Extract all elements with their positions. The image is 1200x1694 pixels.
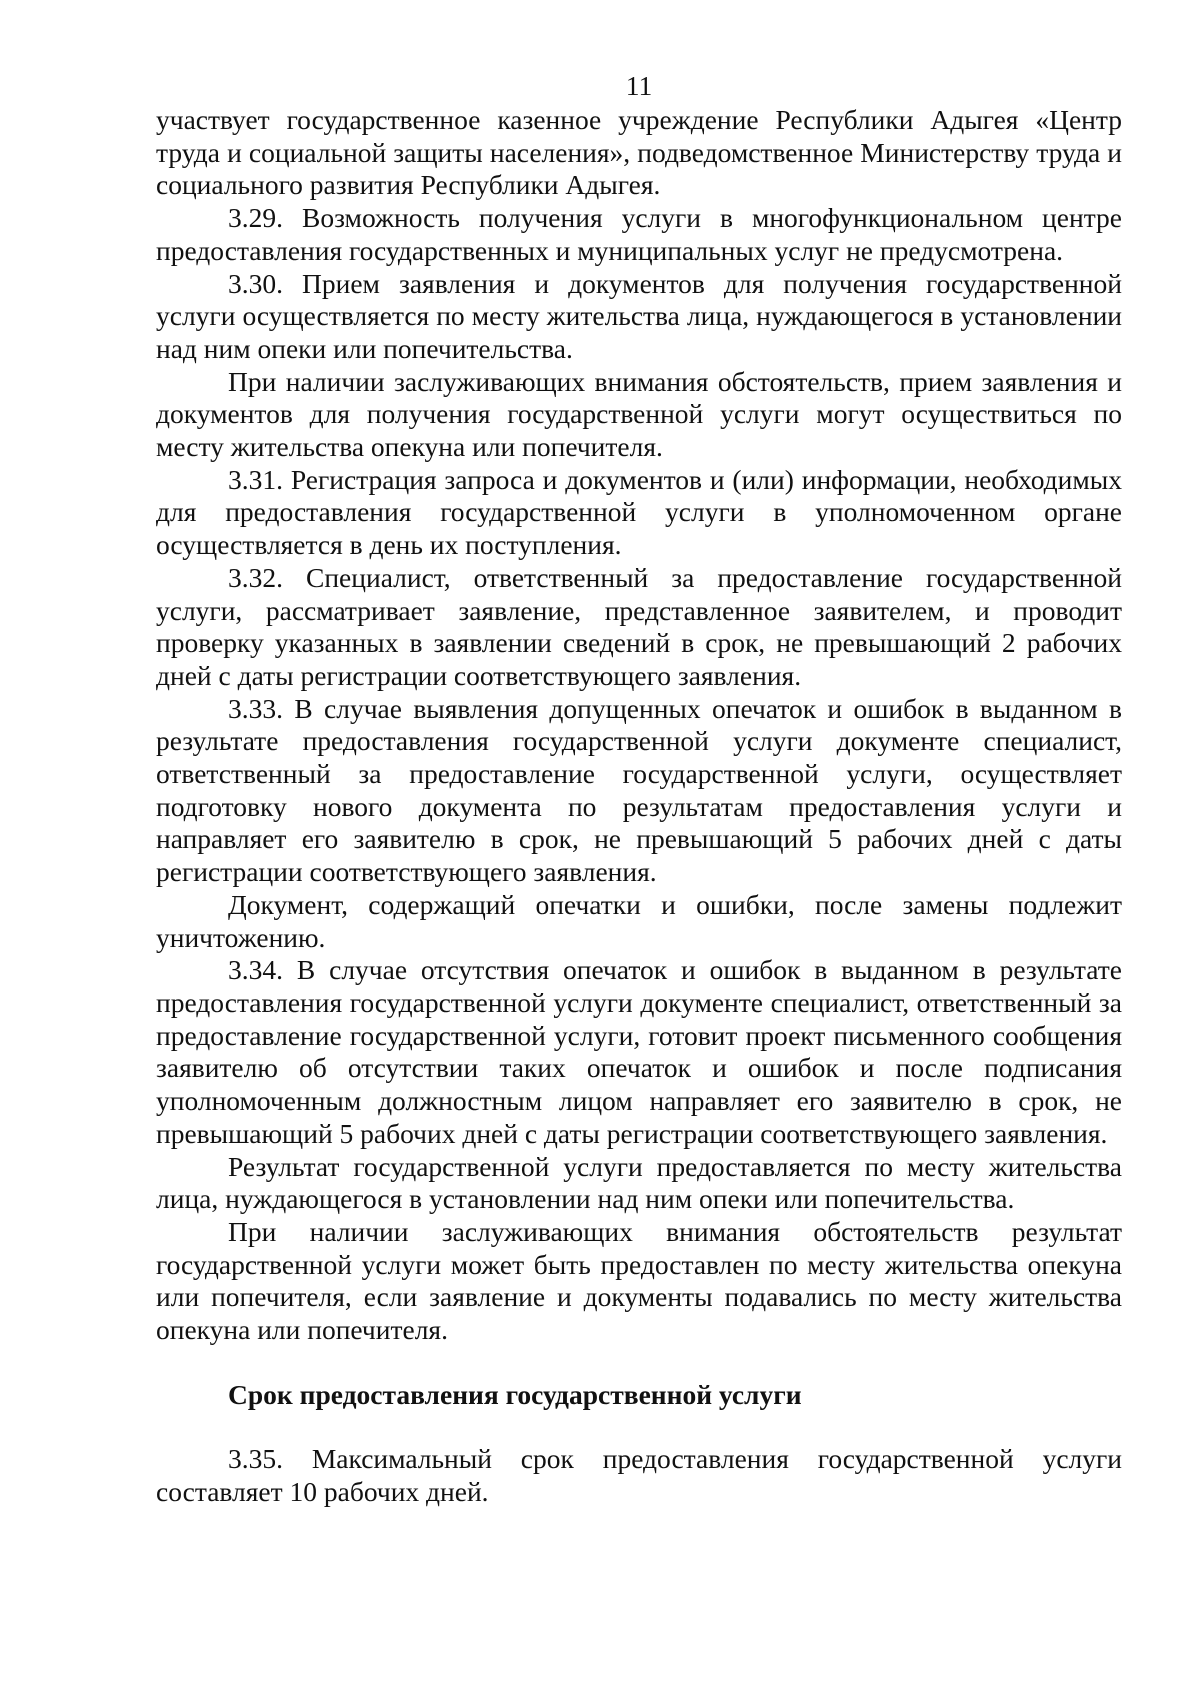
- paragraph: При наличии заслуживающих внимания обстоятельств результат государственной услуги может быть предоставлен по месту жительства опекуна или попечителя, если заявление и документы подавались по месту жительства опекуна или попечителя.: [156, 1215, 1122, 1346]
- section-heading: Срок предоставления государственной услуги: [228, 1378, 802, 1410]
- paragraph: 3.29. Возможность получения услуги в многофункциональном центре предоставления государственных и муниципальных услуг не предусмотрена.: [156, 202, 1122, 266]
- paragraph: При наличии заслуживающих внимания обстоятельств, прием заявления и документов для получения государственной услуги могут осуществиться по месту жительства опекуна или попечителя.: [156, 365, 1122, 463]
- paragraph: 3.30. Прием заявления и документов для получения государственной услуги осуществляется по месту жительства лица, нуждающегося в установлении над ним опеки или попечительства.: [156, 267, 1122, 364]
- paragraph: 3.32. Специалист, ответственный за предоставление государственной услуги, рассматривает заявление, представленное заявителем, и проводит проверку указанных в заявлении сведений в срок, не превышающий 2 рабочих дней с даты регистрации соответствующего заявления.: [156, 561, 1122, 691]
- paragraph: участвует государственное казенное учреждение Республики Адыгея «Центр труда и социальной защиты населения», подведомственное Министерству труда и социального развития Республики Адыгея.: [156, 104, 1122, 201]
- paragraph: 3.31. Регистрация запроса и документов и (или) информации, необходимых для предоставления государственной услуги в уполномоченном органе осуществляется в день их поступления.: [156, 463, 1122, 561]
- paragraph: 3.34. В случае отсутствия опечаток и ошибок в выданном в результате предоставления государственной услуги документе специалист, ответственный за предоставление государственной услуги, готовит проект письменного сообщения заявителю об отсутствии таких опечаток и ошибок и после подписания уполномоченным должностным лицом направляет его заявителю в срок, не превышающий 5 рабочих дней с даты регистрации соответствующего заявления.: [156, 954, 1122, 1149]
- document-page: [156, 68, 1122, 1509]
- paragraph: 3.35. Максимальный срок предоставления государственной услуги составляет 10 рабочих дней.: [156, 1443, 1122, 1508]
- paragraph: 3.33. В случае выявления допущенных опечаток и ошибок в выданном в результате предоставления государственной услуги документе специалист, ответственный за предоставление государственной услуги, осуществляет подготовку нового документа по результатам предоставления услуги и направляет его заявителю в срок, не превышающий 5 рабочих дней с даты регистрации соответствующего заявления.: [156, 692, 1122, 888]
- body-text-bottom: [156, 1443, 1122, 1508]
- paragraph: Документ, содержащий опечатки и ошибки, после замены подлежит уничтожению.: [156, 888, 1122, 953]
- body-text-top: [156, 104, 1122, 1347]
- paragraph: Результат государственной услуги предоставляется по месту жительства лица, нуждающегося в установлении над ним опеки или попечительства.: [156, 1150, 1122, 1215]
- page-number: 11: [625, 70, 653, 101]
